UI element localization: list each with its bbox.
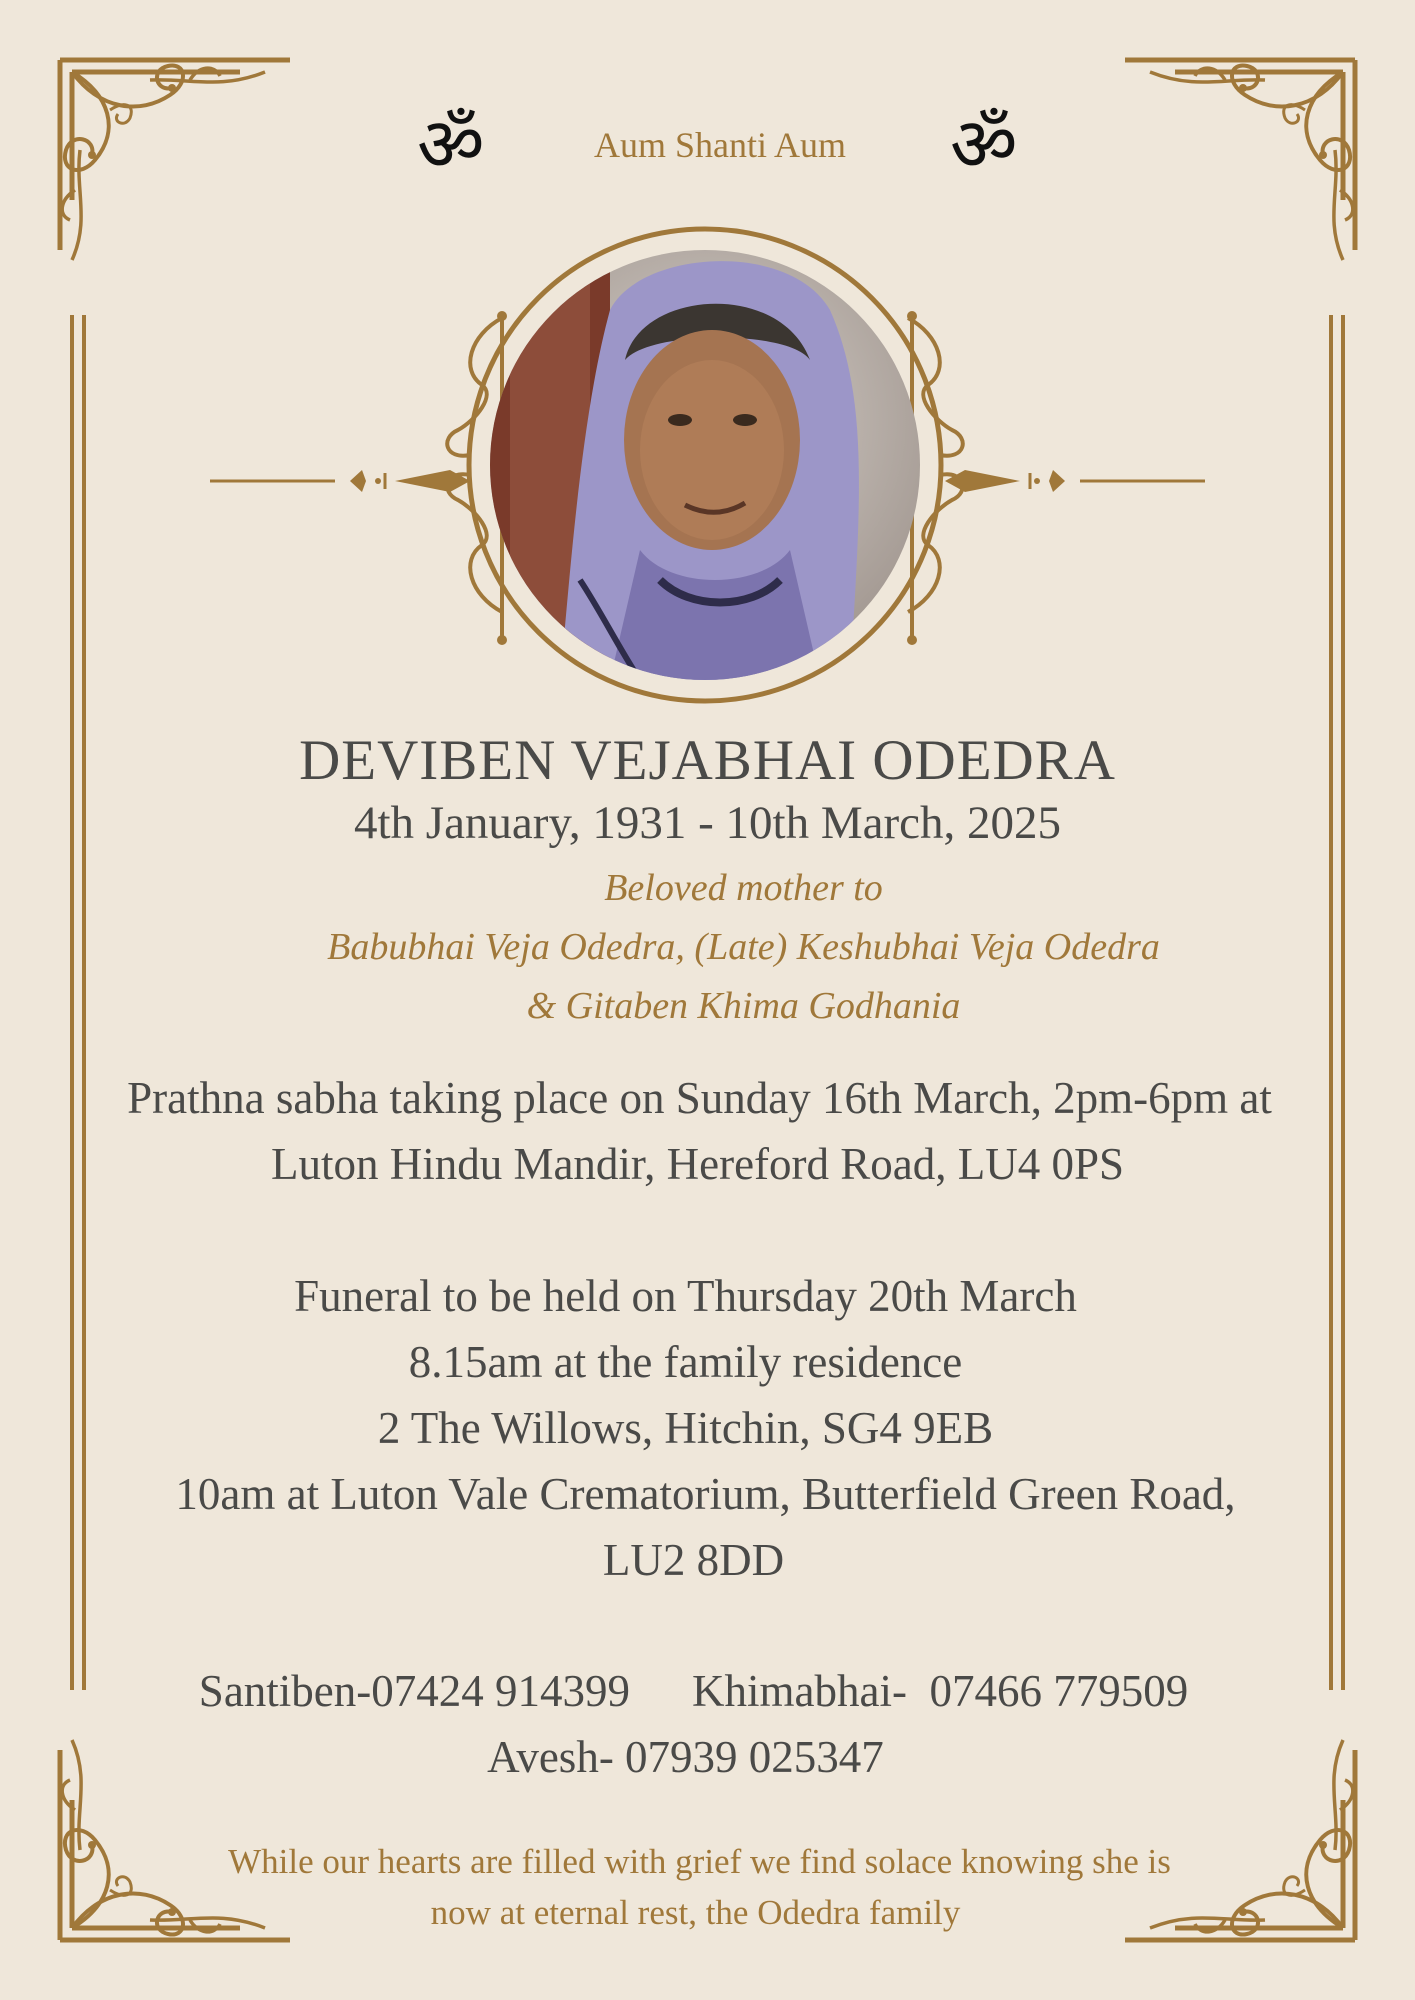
contact-khimabhai: Khimabhai- 07466 779509 <box>692 1666 1189 1716</box>
prathna-line-2: Luton Hindu Mandir, Hereford Road, LU4 0PS <box>270 1139 1125 1189</box>
funeral-line-1: Funeral to be held on Thursday 20th March <box>294 1271 1077 1321</box>
tribute-line-1: Beloved mother to <box>604 867 883 909</box>
tribute-line-2: Babubhai Veja Odedra, (Late) Keshubhai Veja Odedra <box>327 926 1160 968</box>
prathna-line-1: Prathna sabha taking place on Sunday 16th March, 2pm-6pm at <box>127 1073 1272 1123</box>
funeral-line-4: 10am at Luton Vale Crematorium, Butterfield Green Road, <box>175 1469 1236 1519</box>
deceased-name: DEVIBEN VEJABHAI ODEDRA <box>299 729 1116 792</box>
blessing-heading: Aum Shanti Aum <box>593 125 847 165</box>
contacts-row <box>0 1665 1401 1717</box>
portrait-photo <box>490 250 920 680</box>
funeral-line-5: LU2 8DD <box>602 1535 785 1585</box>
contact-avesh: Avesh- 07939 025347 <box>487 1732 884 1782</box>
funeral-line-2: 8.15am at the family residence <box>408 1337 963 1387</box>
om-symbol-left: ॐ <box>417 102 485 188</box>
life-dates: 4th January, 1931 - 10th March, 2025 <box>353 797 1062 849</box>
om-symbol-right: ॐ <box>950 102 1018 188</box>
contact-santiben: Santiben-07424 914399 <box>198 1666 631 1716</box>
funeral-line-3: 2 The Willows, Hitchin, SG4 9EB <box>377 1403 994 1453</box>
portrait-illustration <box>490 250 920 680</box>
closing-line-2: now at eternal rest, the Odedra family <box>430 1893 961 1932</box>
closing-line-1: While our hearts are filled with grief we find solace knowing she is <box>228 1842 1171 1881</box>
tribute-line-3: & Gitaben Khima Godhania <box>526 985 961 1027</box>
